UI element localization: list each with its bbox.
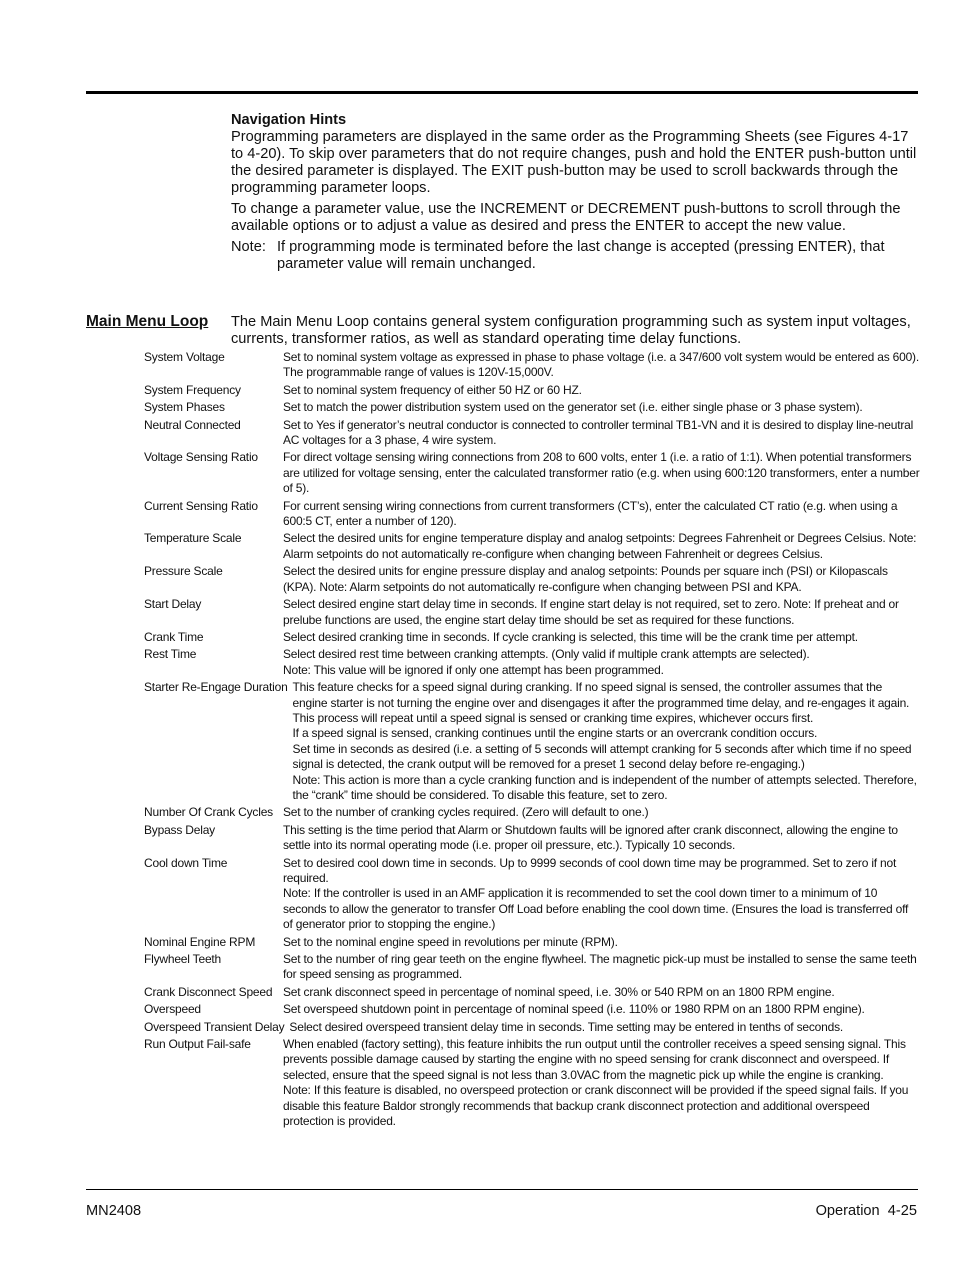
parameter-description-line: Set to the number of ring gear teeth on the engine flywheel. The magnetic pick-up must be installed to sense the same teeth for speed sensing as programmed. xyxy=(283,952,917,982)
parameter-description xyxy=(283,647,920,678)
parameter-name: Starter Re-Engage Duration xyxy=(144,680,288,695)
parameter-description xyxy=(283,1037,920,1129)
parameter-description xyxy=(283,805,920,820)
parameter-row xyxy=(144,450,920,496)
parameter-name: Temperature Scale xyxy=(144,531,242,546)
parameter-row xyxy=(144,350,920,381)
parameter-description-line: Note: This action is more than a cycle cranking function and is independent of the number of attempts selected. Therefore, the “crank” time should be considered. To disable this feature, set to zero. xyxy=(292,772,917,802)
parameter-name: Flywheel Teeth xyxy=(144,952,222,967)
parameter-description xyxy=(283,935,920,950)
parameter-name: Number Of Crank Cycles xyxy=(144,805,273,820)
parameter-description-line: Set to the number of cranking cycles required. (Zero will default to one.) xyxy=(283,805,649,820)
navigation-hints-heading: Navigation Hints xyxy=(231,112,347,128)
parameter-description xyxy=(283,418,920,449)
parameter-description-line: For direct voltage sensing wiring connections from 208 to 600 volts, enter 1 (i.e. a ratio of 1:1). When potential transformers are utilized for voltage sensing, enter the calculated transformer ratio (e.g. when using 600:120 transformers, enter a number of 5). xyxy=(283,450,920,496)
parameter-name: Current Sensing Ratio xyxy=(144,498,258,513)
parameter-description-line: Set to desired cool down time in seconds. Up to 9999 seconds of cool down time may be programmed. Set to zero if not required. xyxy=(283,855,897,885)
parameter-description-line: Set crank disconnect speed in percentage of nominal speed, i.e. 30% or 540 RPM on an 1800 RPM engine. xyxy=(283,984,835,999)
parameter-name: System Voltage xyxy=(144,350,225,364)
parameter-description-line: Select desired engine start delay time in seconds. If engine start delay is not required, set to zero. Note: If preheat and or prelube functions are used, the engine start delay time should be set as required for these functions. xyxy=(283,597,899,627)
parameter-description xyxy=(283,985,920,1000)
parameter-name: Rest Time xyxy=(144,647,197,662)
parameter-name: Neutral Connected xyxy=(144,417,241,432)
parameter-row xyxy=(144,952,920,983)
parameter-description-line: When enabled (factory setting), this feature inhibits the run output until the controller receives a speed sensing signal. This prevents possible damage caused by starting the engine with no speed sensing for crank disconnect and overspeed. If selected, ensure that the speed signal is not less than 3.0VAC from the magnetic pick up while the engine is cranking. xyxy=(283,1037,906,1082)
parameter-description-line: This setting is the time period that Alarm or Shutdown faults will be ignored after crank disconnect, allowing the engine to settle into its normal operating mode (i.e. proper oil pressure, etc.). Typically 10 seconds. xyxy=(283,822,898,853)
parameter-description-line: Note: If this feature is disabled, no overspeed protection or crank disconnect will be provided if the speed signal fails. If you disable this feature Baldor strongly recommends that backup crank disconnect protection and additional overspeed protection is provided. xyxy=(283,1083,909,1129)
parameter-name: System Phases xyxy=(144,400,225,415)
parameter-description-line: Select the desired units for engine pressure display and analog setpoints: Pounds per square inch (PSI) or Kilopascals (KPA). Note: Alarm setpoints do not automatically re-configure when changing between PSI and KPA. xyxy=(283,564,888,594)
note-text: If programming mode is terminated before the last change is accepted (pressing ENTER), that parameter value will remain unchanged. xyxy=(277,239,885,272)
parameter-description-line: Select desired cranking time in seconds. If cycle cranking is selected, this time will be the crank time per attempt. xyxy=(283,629,858,644)
parameter-name: Crank Disconnect Speed xyxy=(144,984,273,999)
parameter-name: System Frequency xyxy=(144,382,241,397)
parameter-name: Start Delay xyxy=(144,597,202,612)
parameter-row xyxy=(144,418,920,449)
parameter-row xyxy=(144,1020,920,1035)
parameter-description-line: Set to nominal system voltage as expressed in phase to phase voltage (i.e. a 347/600 volt system would be entered as 600). The programmable range of values is 120V-15,000V. xyxy=(283,350,919,380)
parameter-description-line: Set to nominal system frequency of either 50 HZ or 60 HZ. xyxy=(283,382,582,397)
parameter-description xyxy=(283,856,920,933)
parameter-description-line: Note: This value will be ignored if only one attempt has been programmed. xyxy=(283,662,664,677)
parameter-name: Pressure Scale xyxy=(144,564,223,579)
parameter-description-line: Note: If the controller is used in an AMF application it is recommended to set the cool down timer to a minimum of 10 seconds to allow the generator to transfer Off Load before enabling the cool down time. (Ensures the load is transferred off of generator prior to stopping the engine.) xyxy=(283,886,909,932)
parameter-row xyxy=(144,805,920,820)
parameter-name: Overspeed Transient Delay xyxy=(144,1019,285,1034)
parameter-row xyxy=(144,400,920,415)
parameter-row xyxy=(144,985,920,1000)
parameter-description-line: Select desired rest time between cranking attempts. (Only valid if multiple crank attempts are selected). xyxy=(283,647,810,662)
parameter-description xyxy=(283,823,920,854)
parameter-row xyxy=(144,564,920,595)
note-label: Note: xyxy=(231,239,266,255)
parameter-name: Voltage Sensing Ratio xyxy=(144,450,258,465)
parameter-name: Cool down Time xyxy=(144,855,228,870)
parameter-description-line: Set overspeed shutdown point in percentage of nominal speed (i.e. 110% or 1980 RPM on an 1800 RPM engine). xyxy=(283,1002,865,1017)
top-rule xyxy=(86,91,918,94)
navigation-paragraph-1: Programming parameters are displayed in the same order as the Programming Sheets (see Figures 4-17 to 4-20). To skip over parameters that do not require changes, push and hold the ENTER push-button until the desired parameter is displayed. The EXIT push-button may be used to scroll backwards through the programming parameter loops. xyxy=(231,129,917,196)
parameter-row xyxy=(144,383,920,398)
parameter-description xyxy=(293,680,920,803)
parameter-description-line: Set to the nominal engine speed in revolutions per minute (RPM). xyxy=(283,934,618,949)
parameter-row xyxy=(144,680,920,803)
parameter-description-line: This feature checks for a speed signal during cranking. If no speed signal is sensed, the controller assumes that the engine starter is not turning the engine over and disengages it after the programmed time delay, and re-engages it again. This process will repeat until a speed signal is sensed or cranking time expires, whichever occurs first. xyxy=(292,680,910,725)
parameter-name: Nominal Engine RPM xyxy=(144,934,256,949)
navigation-paragraph-2: To change a parameter value, use the INCREMENT or DECREMENT push-buttons to scroll through the available options or to adjust a value as desired and press the ENTER to accept the new value. xyxy=(231,201,901,234)
parameter-row xyxy=(144,1037,920,1129)
main-menu-loop-intro: The Main Menu Loop contains general system configuration programming such as system input voltages, currents, transformer ratios, as well as standard operating time delay functions. xyxy=(231,314,911,347)
parameter-description-line: For current sensing wiring connections from current transformers (CT’s), enter the calculated CT ratio (e.g. when using a 600:5 CT, enter a number of 120). xyxy=(283,498,898,529)
navigation-hints-section xyxy=(231,112,917,273)
parameter-description xyxy=(283,350,920,381)
parameter-description xyxy=(289,1020,920,1035)
parameter-description xyxy=(283,450,920,496)
parameter-description xyxy=(283,499,920,530)
parameter-description-line: Select the desired units for engine temperature display and analog setpoints: Degrees Fahrenheit or Degrees Celsius. Note: Alarm setpoints do not automatically re-configure when changing between Fahrenheit or degrees Celsius. xyxy=(283,531,917,561)
parameter-description xyxy=(283,952,920,983)
parameter-name: Run Output Fail-safe xyxy=(144,1037,251,1052)
parameter-row xyxy=(144,823,920,854)
parameter-name: Overspeed xyxy=(144,1002,201,1017)
parameter-row xyxy=(144,1002,920,1017)
parameter-description-line: Set time in seconds as desired (i.e. a setting of 5 seconds will attempt cranking for 5 seconds after which time if no speed signal is detected, the crank output will be removed for a preset 1 second delay before re-engaging.) xyxy=(292,741,912,772)
parameter-description xyxy=(283,1002,920,1017)
parameter-row xyxy=(144,499,920,530)
parameter-description-line: Set to Yes if generator’s neutral conductor is connected to controller terminal TB1-VN and it is desired to display line-neutral AC voltages for a 3 phase, 4 wire system. xyxy=(283,417,914,448)
parameter-row xyxy=(144,935,920,950)
parameter-row xyxy=(144,531,920,562)
parameter-description xyxy=(283,597,920,628)
navigation-note xyxy=(231,239,917,273)
parameter-description xyxy=(283,400,920,415)
parameter-row xyxy=(144,597,920,628)
parameter-row xyxy=(144,647,920,678)
parameter-description xyxy=(283,630,920,645)
parameter-description xyxy=(283,383,920,398)
parameter-name: Crank Time xyxy=(144,629,204,644)
main-menu-loop-heading: Main Menu Loop xyxy=(86,313,209,330)
parameter-description-line: Select desired overspeed transient delay time in seconds. Time setting may be entered in tenths of seconds. xyxy=(289,1019,844,1034)
parameter-description xyxy=(283,564,920,595)
footer-page-number: Operation 4-25 xyxy=(815,1203,917,1219)
parameter-description-line: If a speed signal is sensed, cranking continues until the engine starts or an overcrank condition occurs. xyxy=(292,726,818,741)
parameter-description xyxy=(283,531,920,562)
parameter-description-line: Set to match the power distribution system used on the generator set (i.e. either single phase or 3 phase system). xyxy=(283,400,863,415)
parameter-name: Bypass Delay xyxy=(144,822,215,837)
parameter-row xyxy=(144,856,920,933)
parameter-row xyxy=(144,630,920,645)
parameter-list xyxy=(144,350,920,1130)
footer-manual-number: MN2408 xyxy=(86,1203,142,1219)
bottom-rule xyxy=(86,1189,918,1190)
